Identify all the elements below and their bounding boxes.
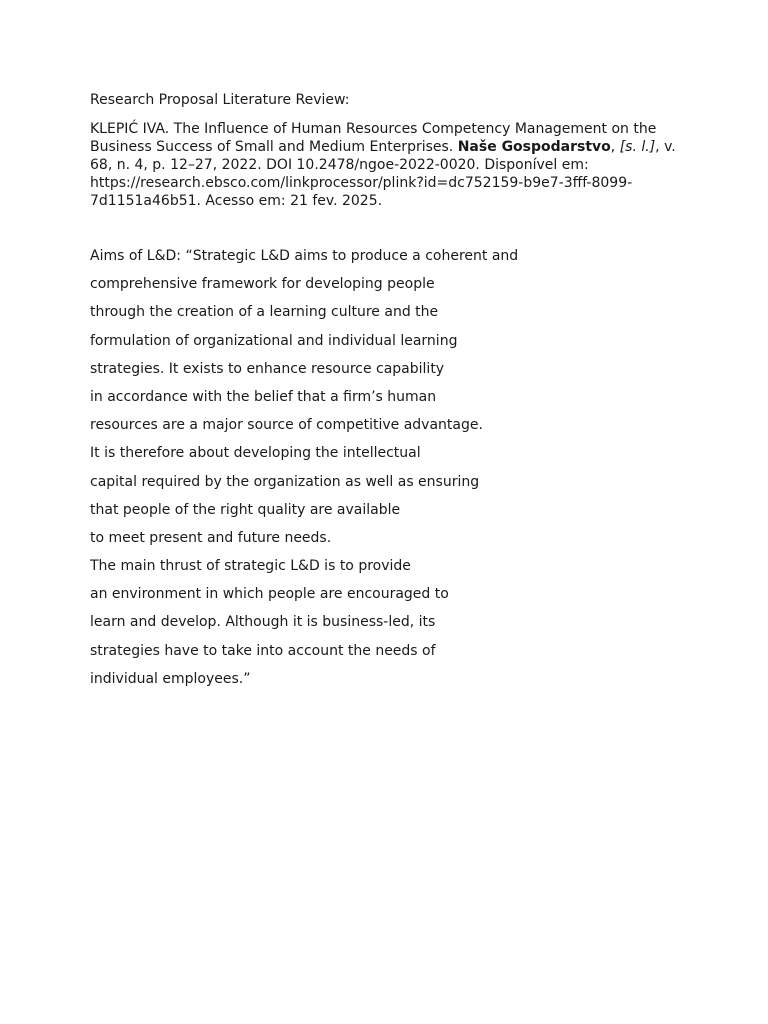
bibliographic-reference — [90, 120, 690, 210]
quote-line: resources are a major source of competitive advantage. — [90, 417, 483, 434]
quote-line: to meet present and future needs. — [90, 529, 332, 546]
reference-line-3: 68, n. 4, p. 12–27, 2022. DOI 10.2478/ngoe-2022-0020. Disponível em: — [90, 157, 589, 173]
quote-line: through the creation of a learning culture and the — [90, 304, 439, 321]
reference-line-1: KLEPIĆ IVA. The Influence of Human Resources Competency Management on the — [90, 121, 657, 137]
quote-block — [90, 247, 650, 698]
reference-volume-prefix: , v. — [655, 139, 676, 155]
reference-line-2 — [90, 138, 690, 156]
reference-access-line: 7d1151a46b51. Acesso em: 21 fev. 2025. — [90, 193, 383, 209]
quote-line: formulation of organizational and individual learning — [90, 332, 458, 349]
quote-line: It is therefore about developing the intellectual — [90, 445, 421, 462]
quote-line: strategies have to take into account the needs of — [90, 642, 436, 659]
reference-place: [s. l.] — [619, 139, 656, 155]
reference-url-line: https://research.ebsco.com/linkprocessor/plink?id=dc752159-b9e7-3fff-8099- — [90, 175, 633, 191]
quote-line: Aims of L&D: “Strategic L&D aims to produce a coherent and — [90, 248, 519, 264]
quote-line: strategies. It exists to enhance resource capability — [90, 360, 445, 377]
quote-line: capital required by the organization as well as ensuring — [90, 473, 480, 490]
quote-line: an environment in which people are encouraged to — [90, 586, 449, 603]
quote-line: learn and develop. Although it is business-led, its — [90, 614, 436, 631]
quote-line: that people of the right quality are available — [90, 501, 401, 518]
quote-line: in accordance with the belief that a firm’s human — [90, 388, 437, 405]
reference-title-end: Business Success of Small and Medium Enterprises. — [90, 139, 458, 155]
reference-comma: , — [610, 139, 620, 155]
document-heading: Research Proposal Literature Review: — [90, 92, 350, 108]
quote-line: individual employees.” — [90, 670, 251, 687]
quote-line: comprehensive framework for developing people — [90, 276, 435, 293]
journal-name: Naše Gospodarstvo — [457, 139, 611, 155]
quote-line: The main thrust of strategic L&D is to provide — [90, 558, 411, 575]
